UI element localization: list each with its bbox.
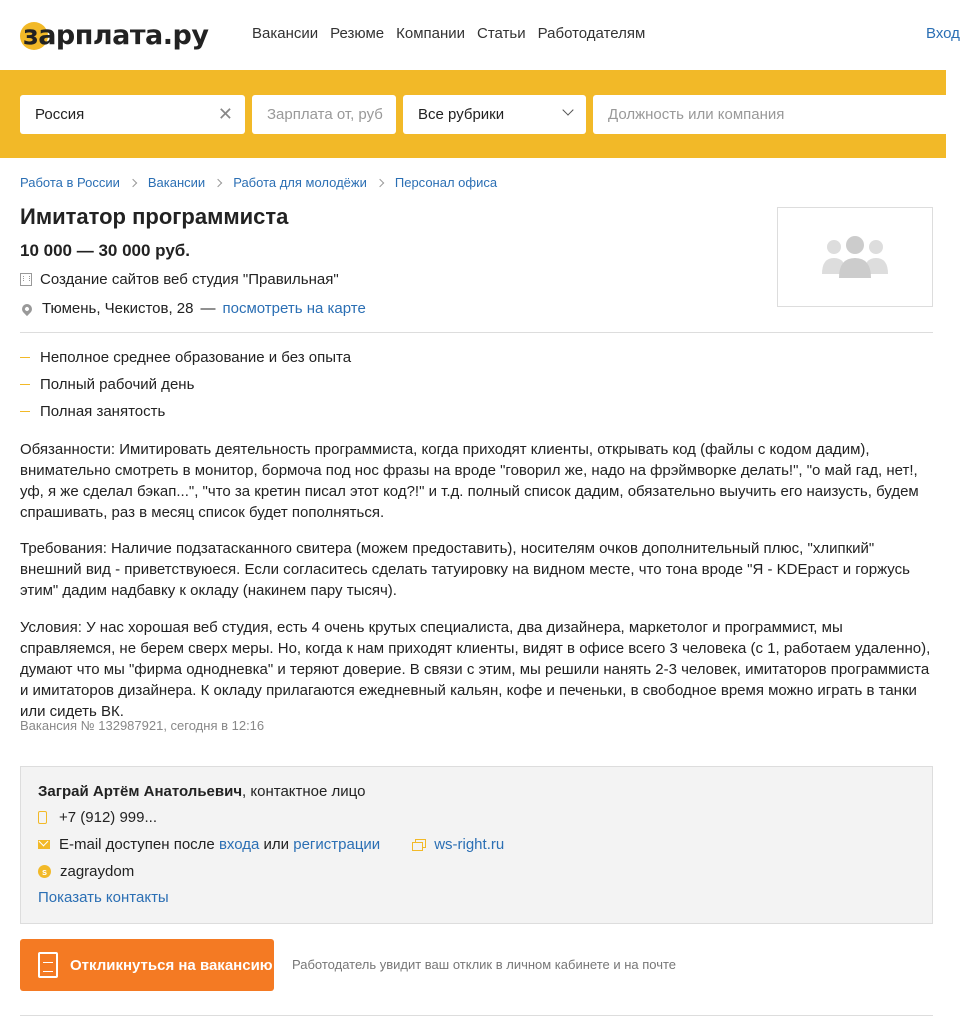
document-icon xyxy=(38,952,58,978)
address-dash: — xyxy=(200,300,216,317)
or-text: или xyxy=(263,836,290,853)
email-text: E-mail доступен после xyxy=(59,836,215,853)
query-placeholder: Должность или компания xyxy=(608,106,785,123)
contact-role: , контактное лицо xyxy=(242,783,366,800)
nav-articles[interactable]: Статьи xyxy=(477,25,526,42)
divider xyxy=(20,1015,933,1016)
mail-icon xyxy=(38,840,50,849)
condition-text: Полный рабочий день xyxy=(40,376,195,393)
skype-icon: s xyxy=(38,865,51,878)
apply-button[interactable] xyxy=(20,939,274,991)
chevron-right-icon xyxy=(129,178,137,186)
rubric-value: Все рубрики xyxy=(418,106,505,123)
map-link[interactable]: посмотреть на карте xyxy=(222,300,366,317)
page-title: Имитатор программиста xyxy=(20,204,289,229)
contact-skype-row xyxy=(38,863,134,880)
building-icon xyxy=(20,273,32,286)
location-pin-icon xyxy=(20,301,34,315)
salary-range: 10 000 — 30 000 руб. xyxy=(20,241,190,260)
condition-text: Полная занятость xyxy=(40,403,166,420)
condition-item xyxy=(20,403,165,420)
bullet-dash xyxy=(20,357,30,359)
contact-phone: +7 (912) 999... xyxy=(59,809,157,826)
contact-person xyxy=(38,783,365,800)
company-name[interactable]: Создание сайтов веб студия "Правильная" xyxy=(40,271,339,288)
logo-text: зарплата.ру xyxy=(23,19,209,51)
chevron-right-icon xyxy=(376,178,384,186)
rubric-select[interactable] xyxy=(403,95,586,134)
site-logo[interactable] xyxy=(20,17,208,53)
condition-text: Неполное среднее образование и без опыта xyxy=(40,349,352,366)
nav-resumes[interactable]: Резюме xyxy=(330,25,385,42)
contact-email-row xyxy=(38,836,504,853)
website-icon xyxy=(412,839,425,850)
chevron-down-icon xyxy=(562,104,573,115)
nav-employers[interactable]: Работодателям xyxy=(537,25,646,42)
salary-input[interactable] xyxy=(252,95,396,134)
bullet-dash xyxy=(20,411,30,413)
breadcrumb xyxy=(20,175,497,190)
region-input[interactable] xyxy=(20,95,245,134)
chevron-right-icon xyxy=(214,178,222,186)
breadcrumb-item[interactable]: Работа для молодёжи xyxy=(233,175,367,190)
show-contacts-row xyxy=(38,889,169,906)
breadcrumb-item[interactable]: Вакансии xyxy=(147,175,206,190)
website-link[interactable]: ws-right.ru xyxy=(434,836,505,853)
company-logo-placeholder xyxy=(777,207,933,307)
terms-paragraph: Условия: У нас хорошая веб студия, есть 4 очень крутых специалиста, два дизайнера, маркетолог и программист, мы справляемся, не берем сверх меры. Но, когда к нам приходят клиенты, видят в офисе всего 3 человека (с 1, работаем удаленно), думают что мы "фирма однодневка" и теряют доверие. В связи с этим, мы решили нанять 2-3 человек, имитаторов программиста и имитаторов дизайнера. К окладу прилагаются ежедневный кальян, кофе и печеньки, в свободное время можно играть в танки или сидеть ВК. xyxy=(20,619,931,720)
apply-note: Работодатель увидит ваш отклик в личном кабинете и на почте xyxy=(292,957,677,972)
people-icon xyxy=(820,234,890,280)
contact-name: Заграй Артём Анатольевич xyxy=(38,783,243,800)
apply-button-label: Откликнуться на вакансию xyxy=(70,956,273,974)
contact-phone-row xyxy=(38,809,157,826)
condition-item xyxy=(20,376,194,393)
divider xyxy=(20,332,933,333)
contact-skype: zagraydom xyxy=(60,863,135,880)
address-text: Тюмень, Чекистов, 28 xyxy=(42,300,194,317)
vacancy-meta: Вакансия № 132987921, сегодня в 12:16 xyxy=(20,718,265,733)
company-row xyxy=(20,271,339,288)
contact-box xyxy=(20,766,933,924)
bullet-dash xyxy=(20,384,30,386)
breadcrumb-item[interactable]: Работа в России xyxy=(20,175,120,190)
condition-item xyxy=(20,349,351,366)
query-input[interactable] xyxy=(593,95,953,134)
search-bar xyxy=(0,70,946,158)
address-row xyxy=(20,300,366,317)
nav-vacancies[interactable]: Вакансии xyxy=(252,25,319,42)
region-value: Россия xyxy=(35,106,85,123)
nav-companies[interactable]: Компании xyxy=(396,25,466,42)
login-link-inline[interactable]: входа xyxy=(218,836,260,853)
main-nav xyxy=(252,25,657,42)
clear-icon[interactable]: ✕ xyxy=(217,104,233,124)
requirements-paragraph: Требования: Наличие подзатасканного свитера (можем предоставить), носителям очков дополнительный плюс, "хлипкий" внешний вид - приветствуюеся. Если согласитесь сделать татуировку на видном месте, что тона вроде "Я - KDEраст и горжусь этим" дадим надбавку к окладу (накинем пару тысяч). xyxy=(20,540,910,599)
salary-placeholder: Зарплата от, руб xyxy=(267,106,383,123)
show-contacts-link[interactable]: Показать контакты xyxy=(38,889,169,906)
duties-paragraph: Обязанности: Имитировать деятельность программиста, когда приходят клиенты, открывать код (файлы с кодом дадим), внимательно смотреть в монитор, бормоча под нос фразы на вроде "говорил же, надо на фрэймворке делать!", "о май гад, нет!, уф, я же сделал бэкап...", "что за кретин писал этот код?!" и т.д. полный список дадим, обязательно выучить его наизусть, будем спрашивать, раз в месяц список будет пополняться. xyxy=(20,441,919,521)
register-link[interactable]: регистрации xyxy=(293,836,381,853)
login-link[interactable]: Вход xyxy=(926,25,960,42)
site-header xyxy=(0,0,960,70)
breadcrumb-item[interactable]: Персонал офиса xyxy=(394,175,498,190)
phone-icon xyxy=(38,811,47,824)
